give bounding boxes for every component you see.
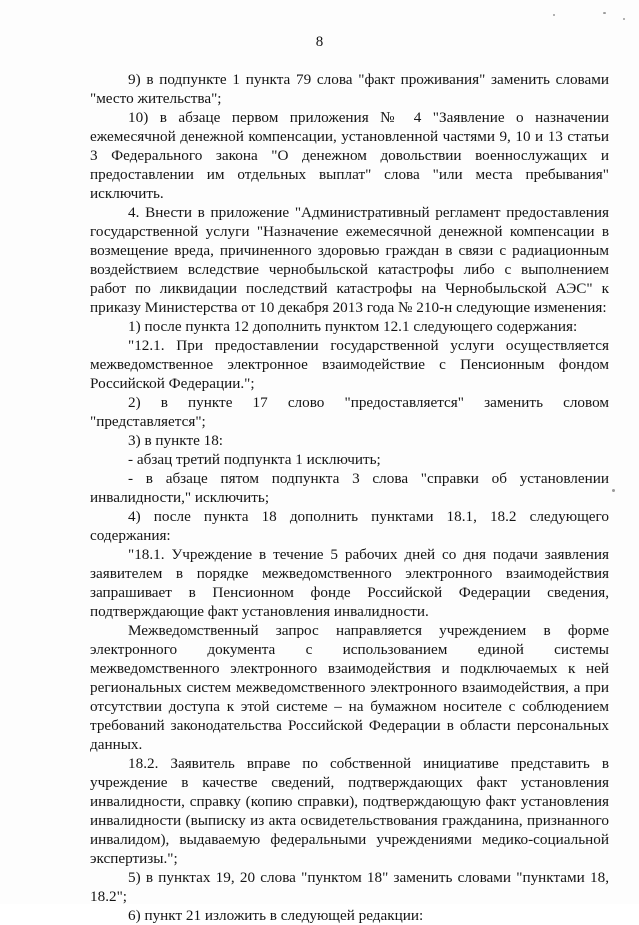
- scan-speck: [603, 12, 606, 14]
- page-number: 8: [315, 34, 324, 50]
- document-body: [90, 70, 609, 925]
- scan-speck: [623, 18, 625, 20]
- paragraph-quote-12-1: "12.1. При предоставлении государственной услуги осуществляется межведомственное электронное взаимодействие с Пенсионным фондом Российской Федерации.";: [90, 337, 609, 392]
- paragraph-interagency-request: Межведомственный запрос направляется учреждением в форме электронного документа с использованием единой системы межведомственного электронного взаимодействия и подключаемых к ней региональных систем межведомственного электронного взаимодействия, а при отсутствии доступа к этой системе – на бумажном носителе с соблюдением требований законодательства Российской Федерации в области персональных данных.: [90, 622, 609, 753]
- paragraph-change-6: 6) пункт 21 изложить в следующей редакции:: [128, 907, 424, 924]
- paragraph-change-1: 1) после пункта 12 дополнить пунктом 12.1 следующего содержания:: [128, 318, 578, 335]
- paragraph-change-3: 3) в пункте 18:: [128, 432, 224, 449]
- paragraph-quote-18-2: 18.2. Заявитель вправе по собственной инициативе представить в учреждение в качестве сведений, подтверждающих факт установления инвалидности, справку (копию справки), подтверждающую факт установления инвалидности (выписку из акта освидетельствования гражданина, признанного инвалидом), выдаваемую федеральными учреждениями медико-социальной экспертизы.";: [90, 755, 609, 867]
- paragraph-item-10: 10) в абзаце первом приложения № 4 "Заявление о назначении ежемесячной денежной компенсации, установленной частями 9, 10 и 13 статьи 3 Федерального закона "О денежном довольствии военнослужащих и предоставлении им отдельных выплат" слова "или места пребывания" исключить.: [90, 109, 609, 202]
- scan-speck: [612, 489, 615, 492]
- paragraph-change-3-a: - абзац третий подпункта 1 исключить;: [128, 451, 381, 468]
- paragraph-change-4: 4) после пункта 18 дополнить пунктами 18.1, 18.2 следующего содержания:: [90, 508, 609, 544]
- paragraph-item-9: 9) в подпункте 1 пункта 79 слова "факт проживания" заменить словами "место жительства";: [90, 71, 609, 107]
- paragraph-change-2: 2) в пункте 17 слово "предоставляется" заменить словом "представляется";: [90, 394, 609, 430]
- paragraph-quote-18-1: "18.1. Учреждение в течение 5 рабочих дней со дня подачи заявления заявителем в порядке межведомственного электронного взаимодействия запрашивает в Пенсионном фонде Российской Федерации сведения, подтверждающие факт установления инвалидности.: [90, 546, 609, 620]
- paragraph-change-3-b: - в абзаце пятом подпункта 3 слова "справки об установлении инвалидности," исключить;: [90, 470, 609, 506]
- paragraph-change-5: 5) в пунктах 19, 20 слова "пунктом 18" заменить словами "пунктами 18, 18.2";: [90, 869, 609, 905]
- scan-speck: [553, 14, 555, 16]
- paragraph-section-4: 4. Внести в приложение "Административный регламент предоставления государственной услуги "Назначение ежемесячной денежной компенсации в возмещение вреда, причиненного здоровью граждан в связи с радиационным воздействием вследствие чернобыльской катастрофы либо с выполнением работ по ликвидации последствий катастрофы на Чернобыльской АЭС" к приказу Министерства от 10 декабря 2013 года № 210-н следующие изменения:: [90, 204, 609, 316]
